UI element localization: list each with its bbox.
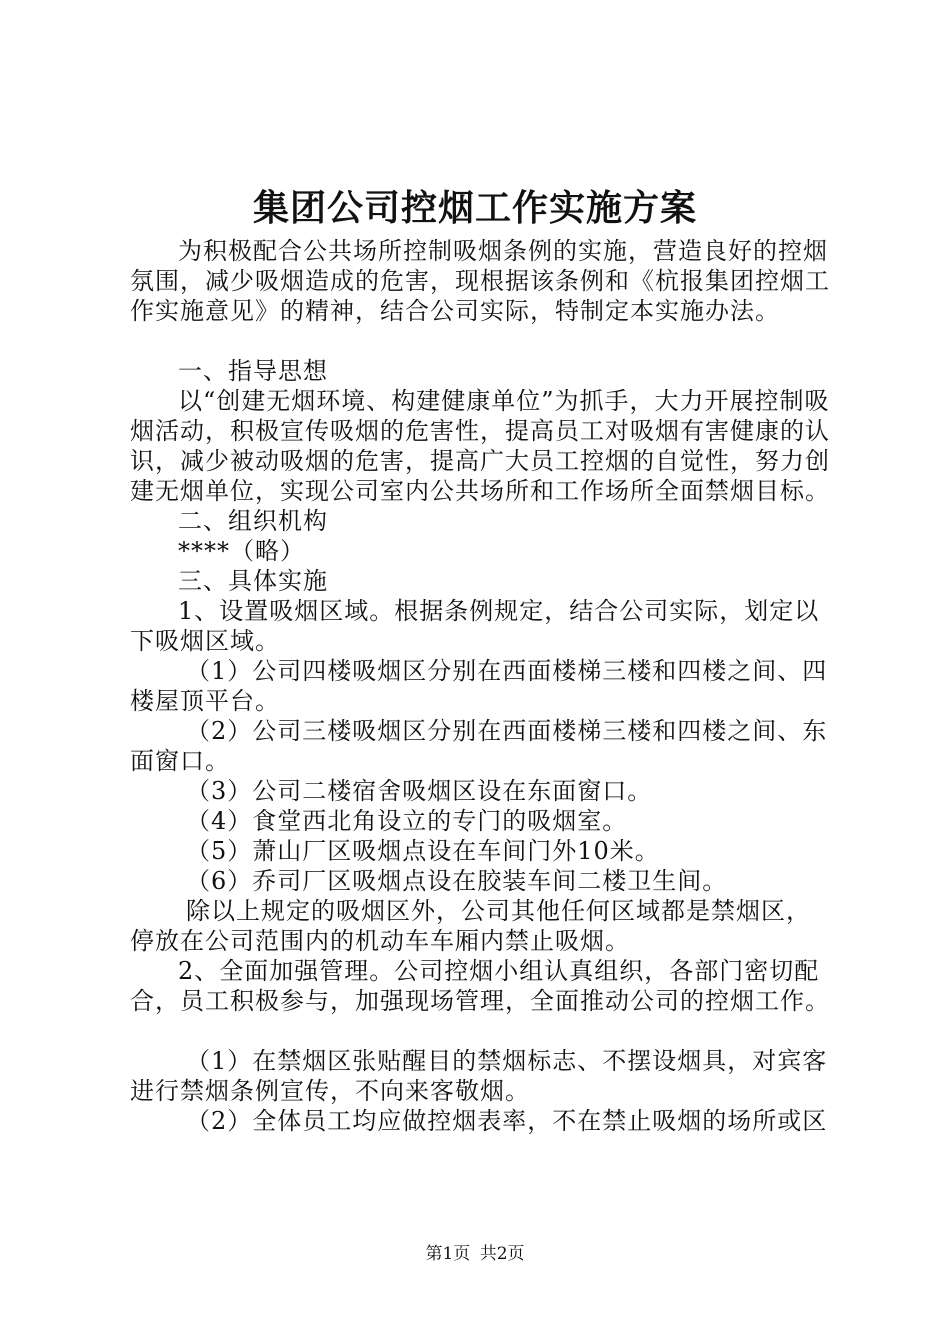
smoking-area-item: （6）乔司厂区吸烟点设在胶装车间二楼卫生间。 [186, 867, 728, 895]
section-heading-guiding: 一、指导思想 [178, 357, 328, 385]
organization-paragraph: ****（略） [178, 537, 305, 565]
implementation-item-1: 1、设置吸烟区域。根据条例规定，结合公司实际，划定以下吸烟区域。 [130, 597, 820, 655]
page-total: 共2页 [479, 1244, 525, 1264]
document-body [130, 236, 835, 1136]
guiding-paragraph: 以“创建无烟环境、构建健康单位”为抓手，大力开展控制吸烟活动，积极宣传吸烟的危害性，提高员工对吸烟有害健康的认识，减少被动吸烟的危害，提高广大员工控烟的自觉性，努力创建无烟单位，实现公司室内公共场所和工作场所全面禁烟目标。 [130, 387, 830, 505]
paragraph-gap [130, 1016, 835, 1046]
section-heading-organization: 二、组织机构 [178, 507, 328, 535]
smoking-area-item: （3）公司二楼宿舍吸烟区设在东面窗口。 [186, 777, 653, 805]
smoking-area-item: （5）萧山厂区吸烟点设在车间门外10米。 [186, 837, 660, 865]
smoking-area-item: （2）公司三楼吸烟区分别在西面楼梯三楼和四楼之间、东面窗口。 [130, 717, 828, 775]
management-item: （2）全体员工均应做控烟表率，不在禁止吸烟的场所或区 [186, 1107, 828, 1135]
page-footer [0, 1242, 950, 1266]
paragraph-gap [130, 326, 835, 356]
section-heading-implementation: 三、具体实施 [178, 567, 328, 595]
page-number: 第1页 [425, 1244, 471, 1264]
management-item: （1）在禁烟区张贴醒目的禁烟标志、不摆设烟具，对宾客进行禁烟条例宣传，不向来客敬烟。 [130, 1047, 828, 1105]
smoking-area-item: （4）食堂西北角设立的专门的吸烟室。 [186, 807, 628, 835]
document-title: 集团公司控烟工作实施方案 [252, 187, 697, 229]
smoking-area-item: （1）公司四楼吸烟区分别在西面楼梯三楼和四楼之间、四楼屋顶平台。 [130, 657, 828, 715]
no-smoking-paragraph: 除以上规定的吸烟区外，公司其他任何区域都是禁烟区，停放在公司范围内的机动车车厢内禁止吸烟。 [130, 897, 811, 955]
intro-paragraph: 为积极配合公共场所控制吸烟条例的实施，营造良好的控烟氛围，减少吸烟造成的危害，现根据该条例和《杭报集团控烟工作实施意见》的精神，结合公司实际，特制定本实施办法。 [130, 237, 830, 325]
implementation-item-2: 2、全面加强管理。公司控烟小组认真组织，各部门密切配合，员工积极参与，加强现场管理，全面推动公司的控烟工作。 [130, 957, 830, 1015]
